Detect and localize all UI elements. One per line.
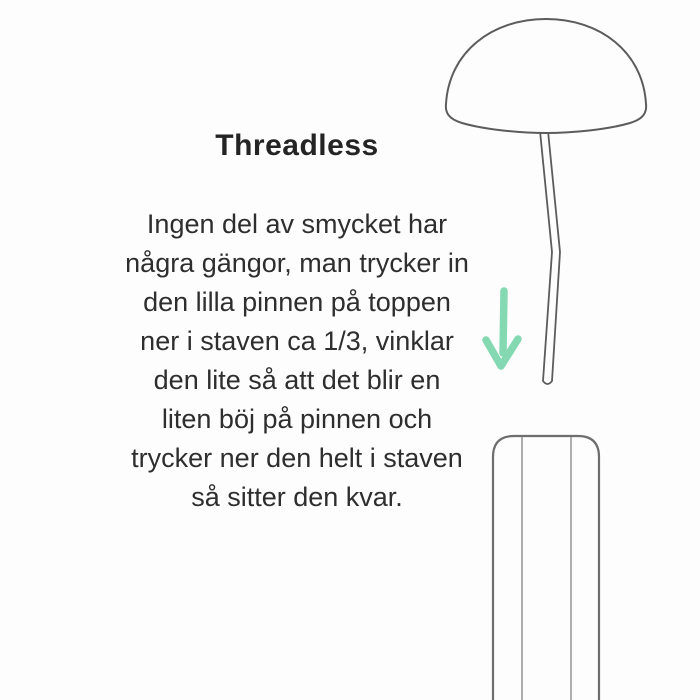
jewelry-post [493,436,599,700]
instruction-line: några gängor, man trycker in [125,248,469,278]
jewelry-pin [540,131,560,384]
jewelry-top-dome [446,19,646,133]
instruction-line: liten böj på pinnen och [161,404,433,434]
instruction-line: så sitter den kvar. [191,482,403,512]
instruction-line: Ingen del av smycket har [146,209,448,239]
instruction-line: trycker ner den helt i staven [131,443,463,473]
instruction-line: ner i staven ca 1/3, vinklar [140,326,454,356]
down-arrow-icon [486,291,518,366]
page-title: Threadless [215,129,379,162]
instruction-line: den lilla pinnen på toppen [143,287,451,317]
instruction-line: den lite så att det blir en [153,365,441,395]
